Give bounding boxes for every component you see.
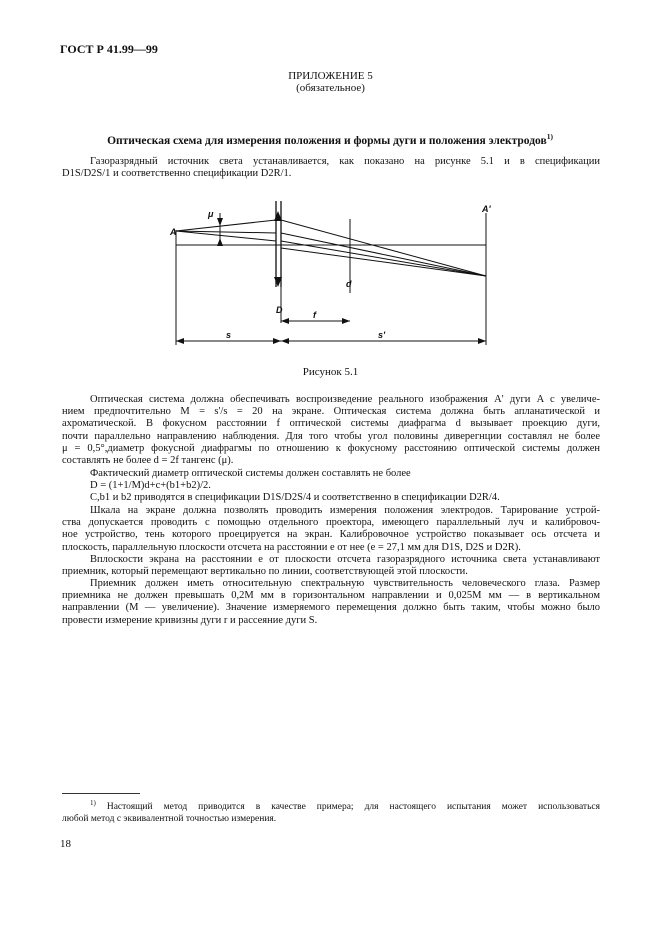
formula-line: D = (1+1/M)d+c+(b1+b2)/2. [90,480,211,492]
text-line: почти параллельно направлению наблюдения. Для того чтобы угол половины диверегнции составлял не более [62,430,600,442]
section-title [60,132,600,147]
dim-arrow [281,338,289,344]
paragraph-scale [62,505,600,554]
footnote-line-2: любой метод с эквивалентной точностью измерения. [62,813,277,824]
footnote-text: Настоящий метод приводится в качестве примера; для настоящего испытания может использоваться [106,802,601,813]
dim-arrow [342,318,350,324]
text-line: ное устройство, тень которого проецируется на экран. Калибровочное устройство показывает ось отсчета и [62,529,600,541]
text-line: Шкала на экране должна позволять проводить измерения положения электродов. Тарирование устрой- [90,505,600,516]
label-lens-d: D [276,305,283,315]
label-f: f [313,310,316,320]
ray [281,241,486,276]
text-line: приемник, который перемещают вертикально по линии, соответствующей этой плоскости. [62,566,468,578]
text-line: приемника не должен превышать 0,2M мм в горизонтальном направлении и 0,025M мм — в вертикальном [62,590,600,602]
mu-arrow [217,218,223,226]
section-title-text: Оптическая схема для измерения положения и формы дуги и положения электродов [107,134,547,147]
ray [281,248,486,276]
footnote-separator [62,793,140,794]
dim-arrow [281,318,289,324]
text-line: μ = 0,5°,диаметр фокусной диафрагмы по отношению к фокусному расстоянию оптической системы должен [62,442,600,454]
ray [281,233,486,276]
intro-paragraph [62,156,600,180]
footnote [62,798,600,825]
ray [281,220,486,276]
footnote-mark: 1) [90,799,96,807]
text-line: ства допускается проводить с помощью отдельного проектора, имеющего параллельный луч и калибровоч- [62,517,600,529]
text-line: Приемник должен иметь относительную спектральную чувствительность человеческого глаза. Размер [90,578,600,589]
intro-line: Газоразрядный источник света устанавливается, как показано на рисунке 5.1 и в спецификации [90,156,600,167]
text-line: ахроматической. В фокусном расстоянии f оптической системы диафрагма d вызывает проекцию дуги, [62,418,600,430]
intro-line: D1S/D2S/1 и соответственно спецификации D2R/1. [62,168,292,180]
text-line: направлении (M — увеличение). Значение измеряемого перемещения должно быть таким, чтобы можно было [62,602,600,614]
dim-arrow [478,338,486,344]
footnote-line-1 [62,798,600,814]
mu-arrow [217,238,223,246]
document-header: ГОСТ Р 41.99—99 [60,42,158,56]
text-line: провести измерение кривизны дуги r и рассеяние дуги S. [62,614,318,626]
paragraph-receiver-plane [62,554,600,578]
paragraph-receiver [62,578,600,627]
appendix-status: (обязательное) [296,82,365,94]
label-s: s [226,330,232,340]
optical-scheme-figure [160,195,510,355]
text-line: составлять не более d = 2f тангенс (μ). [62,455,234,467]
figure-caption: Рисунок 5.1 [302,366,359,378]
label-mu: μ [208,209,214,219]
text-line: Оптическая система должна обеспечивать воспроизведение реального изображения A' дуги A с увеличе- [90,394,600,405]
text-line: плоскость, параллельную плоскости отсчета на расстоянии e от нее (e = 27,1 мм для D1S, D2S и D2R). [62,541,521,553]
paragraph-diameter [62,468,600,505]
dim-arrow [273,338,281,344]
paragraph-optics [62,394,600,467]
label-a-prime: A' [482,204,491,214]
appendix-title: ПРИЛОЖЕНИЕ 5 [288,70,373,82]
text-line: Вплоскости экрана на расстоянии e от плоскости отсчета газоразрядного источника света устанавливают [90,554,600,565]
page-number: 18 [60,838,71,850]
label-s-prime: s' [378,330,386,340]
text-line: нием предпочтительно M = s'/s = 20 на экране. Оптическая система должна быть апланатической и [62,406,600,418]
section-footnote-mark: 1) [546,132,553,141]
dim-arrow [176,338,184,344]
text-line: C,b1 и b2 приводятся в спецификации D1S/D2S/4 и соответственно в спецификации D2R/4. [90,492,500,504]
ray [176,220,276,231]
text-line: Фактический диаметр оптической системы должен составлять не более [90,468,411,479]
label-a: A [170,227,177,237]
label-aperture-d: d [346,279,352,289]
